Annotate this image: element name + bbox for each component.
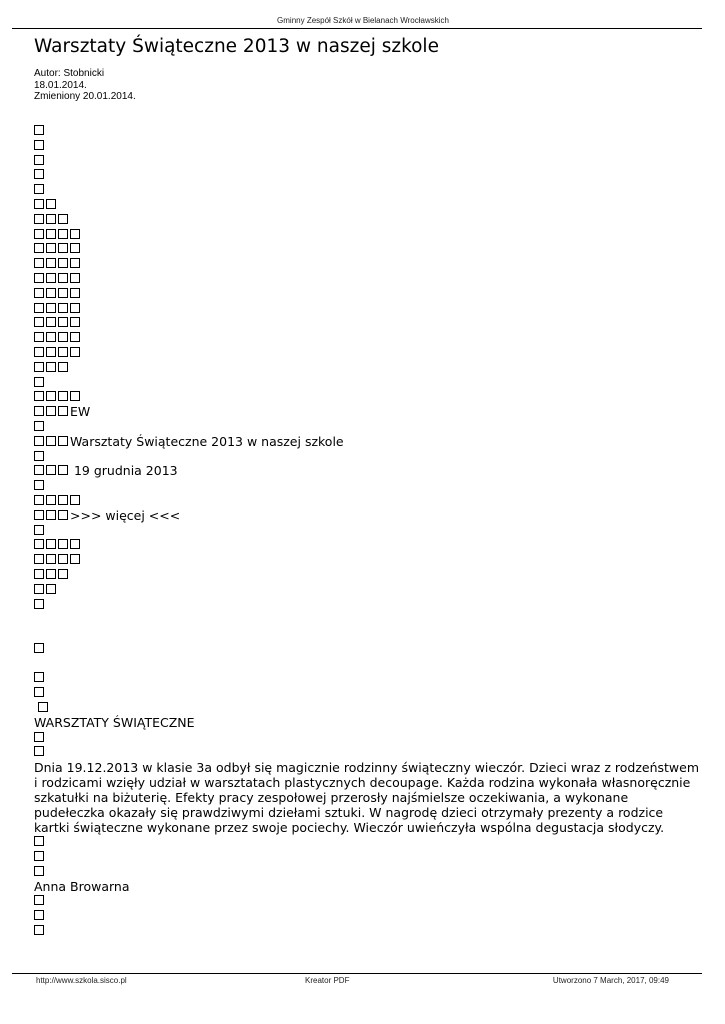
more-link[interactable]: >>> więcej <<< [70,507,181,523]
publish-date: 18.01.2014. [34,79,87,91]
missing-glyph-icon [46,495,56,505]
glyph-row [34,257,699,272]
glyph-row [34,213,699,228]
missing-glyph-icon [34,421,44,431]
glyph-row [34,450,699,465]
missing-glyph-icon [58,539,68,549]
glyph-row [34,894,699,909]
glyph-row [34,583,699,598]
glyph-row [34,183,699,198]
missing-glyph-icon [34,140,44,150]
article-link-title[interactable]: Warsztaty Świąteczne 2013 w naszej szkole [70,433,344,449]
glyph-row [34,671,699,686]
missing-glyph-icon [34,243,44,253]
missing-glyph-icon [34,895,44,905]
author-line: Autor: Stobnicki [34,68,105,79]
missing-glyph-icon [46,243,56,253]
glyph-row [34,420,699,435]
missing-glyph-icon [46,436,56,446]
missing-glyph-icon [34,303,44,313]
glyph-row [34,331,699,346]
missing-glyph-icon [46,199,56,209]
glyph-row [34,198,699,213]
missing-glyph-icon [34,317,44,327]
missing-glyph-icon [34,214,44,224]
missing-glyph-icon [34,569,44,579]
missing-glyph-icon [34,155,44,165]
missing-glyph-icon [34,332,44,342]
missing-glyph-icon [34,406,44,416]
glyph-row [34,524,699,539]
missing-glyph-icon [46,258,56,268]
missing-glyph-icon [34,362,44,372]
event-date: 19 grudnia 2013 [70,463,178,479]
missing-glyph-icon [58,391,68,401]
glyph-row [34,242,699,257]
page-header: Gminny Zespół Szkół w Bielanach Wrocławskich [277,16,449,25]
missing-glyph-icon [34,539,44,549]
missing-glyph-icon [70,391,80,401]
footer-rule [12,973,702,974]
missing-glyph-icon [34,184,44,194]
missing-glyph-icon [70,273,80,283]
missing-glyph-icon [58,332,68,342]
missing-glyph-icon [70,495,80,505]
missing-glyph-icon [34,687,44,697]
section-heading: WARSZTATY ŚWIĄTECZNE [34,714,195,730]
glyph-row [34,835,699,850]
missing-glyph-icon [70,243,80,253]
missing-glyph-icon [34,288,44,298]
missing-glyph-icon [46,332,56,342]
missing-glyph-icon [58,406,68,416]
article-meta [34,68,136,103]
glyph-row [34,124,699,139]
text-row [34,435,699,450]
missing-glyph-icon [58,273,68,283]
text-row [34,405,699,420]
blank-line [34,612,699,627]
missing-glyph-icon [34,169,44,179]
missing-glyph-icon [46,510,56,520]
missing-glyph-icon [34,465,44,475]
missing-glyph-icon [58,317,68,327]
glyph-row [34,168,699,183]
missing-glyph-icon [34,391,44,401]
missing-glyph-icon [70,332,80,342]
missing-glyph-icon [34,836,44,846]
missing-glyph-icon [34,377,44,387]
missing-glyph-icon [34,199,44,209]
article-title: Warsztaty Świąteczne 2013 w naszej szkole [34,36,439,57]
missing-glyph-icon [58,229,68,239]
missing-glyph-icon [70,317,80,327]
missing-glyph-icon [34,480,44,490]
modified-date: Zmieniony 20.01.2014. [34,91,136,102]
footer-url[interactable]: http://www.szkola.sisco.pl [36,976,127,985]
missing-glyph-icon [46,303,56,313]
missing-glyph-icon [34,436,44,446]
glyph-row [34,568,699,583]
missing-glyph-icon [46,465,56,475]
missing-glyph-icon [34,229,44,239]
missing-glyph-icon [34,584,44,594]
glyph-row [34,745,699,760]
glyph-row [34,390,699,405]
missing-glyph-icon [58,436,68,446]
missing-glyph-icon [58,347,68,357]
missing-glyph-icon [58,288,68,298]
text-row [34,464,699,479]
missing-glyph-icon [46,347,56,357]
glyph-row [34,346,699,361]
missing-glyph-icon [58,465,68,475]
missing-glyph-icon [34,525,44,535]
glyph-row [34,287,699,302]
missing-glyph-icon [58,362,68,372]
missing-glyph-icon [46,391,56,401]
missing-glyph-icon [34,851,44,861]
missing-glyph-icon [46,554,56,564]
missing-glyph-icon [58,243,68,253]
missing-glyph-icon [70,303,80,313]
missing-glyph-icon [58,510,68,520]
glyph-row [34,701,699,716]
missing-glyph-icon [34,866,44,876]
glyph-row [34,850,699,865]
glyph-row [34,272,699,287]
missing-glyph-icon [70,258,80,268]
missing-glyph-icon [34,925,44,935]
missing-glyph-icon [70,347,80,357]
missing-glyph-icon [46,584,56,594]
glyph-row [34,686,699,701]
glyph-row [34,924,699,939]
missing-glyph-icon [46,539,56,549]
glyph-row [34,642,699,657]
missing-glyph-icon [46,406,56,416]
missing-glyph-icon [46,288,56,298]
missing-glyph-icon [46,214,56,224]
glyph-row [34,909,699,924]
missing-glyph-icon [58,554,68,564]
blank-line [34,657,699,672]
missing-glyph-icon [34,451,44,461]
missing-glyph-icon [46,273,56,283]
missing-glyph-icon [46,317,56,327]
missing-glyph-icon [34,599,44,609]
missing-glyph-icon [58,303,68,313]
missing-glyph-icon [34,732,44,742]
missing-glyph-icon [70,288,80,298]
glyph-row [34,228,699,243]
glyph-row [34,731,699,746]
footer-created: Utworzono 7 March, 2017, 09:49 [552,976,669,985]
glyph-row [34,598,699,613]
missing-glyph-icon [46,362,56,372]
glyph-row [34,376,699,391]
missing-glyph-icon [70,229,80,239]
glyph-row [34,494,699,509]
missing-glyph-icon [46,569,56,579]
glyph-row [34,316,699,331]
glyph-row [34,154,699,169]
footer-generator: Kreator PDF [305,976,350,985]
missing-glyph-icon [34,273,44,283]
missing-glyph-icon [34,554,44,564]
glyph-row [34,139,699,154]
missing-glyph-icon [34,510,44,520]
glyph-row [34,553,699,568]
missing-glyph-icon [70,539,80,549]
missing-glyph-icon [34,258,44,268]
ew-label: EW [70,404,91,420]
article-body [34,124,699,939]
missing-glyph-icon [46,229,56,239]
glyph-row [34,479,699,494]
missing-glyph-icon [34,347,44,357]
missing-glyph-icon [34,910,44,920]
glyph-row [34,361,699,376]
signature: Anna Browarna [34,878,130,894]
glyph-row [34,865,699,880]
glyph-row [34,538,699,553]
glyph-row [34,302,699,317]
missing-glyph-icon [58,258,68,268]
blank-line [34,627,699,642]
missing-glyph-icon [58,214,68,224]
missing-glyph-icon [34,495,44,505]
missing-glyph-icon [34,643,44,653]
article-paragraph: Dnia 19.12.2013 w klasie 3a odbył się magicznie rodzinny świąteczny wieczór. Dzieci wraz z rodzeństwem i rodzicami wzięły udział w warsztatach plastycznych decoupage. Każda rodzina wykonała własnoręcznie szkatułki na biżuterię. Efekty pracy zespołowej przerosły najśmielsze oczekiwania, a wykonane pudełeczka okazały się prawdziwymi dziełami sztuki. W nagrodę dzieci otrzymały prezenty a rodzice kartki świąteczne wykonane przez swoje pociechy. Wieczór uwieńczyła wspólna degustacja słodyczy. [34,760,700,836]
text-row [34,509,699,524]
missing-glyph-icon [34,746,44,756]
header-rule [12,28,702,29]
missing-glyph-icon [38,702,48,712]
missing-glyph-icon [58,495,68,505]
missing-glyph-icon [58,569,68,579]
missing-glyph-icon [34,125,44,135]
missing-glyph-icon [34,672,44,682]
missing-glyph-icon [70,554,80,564]
